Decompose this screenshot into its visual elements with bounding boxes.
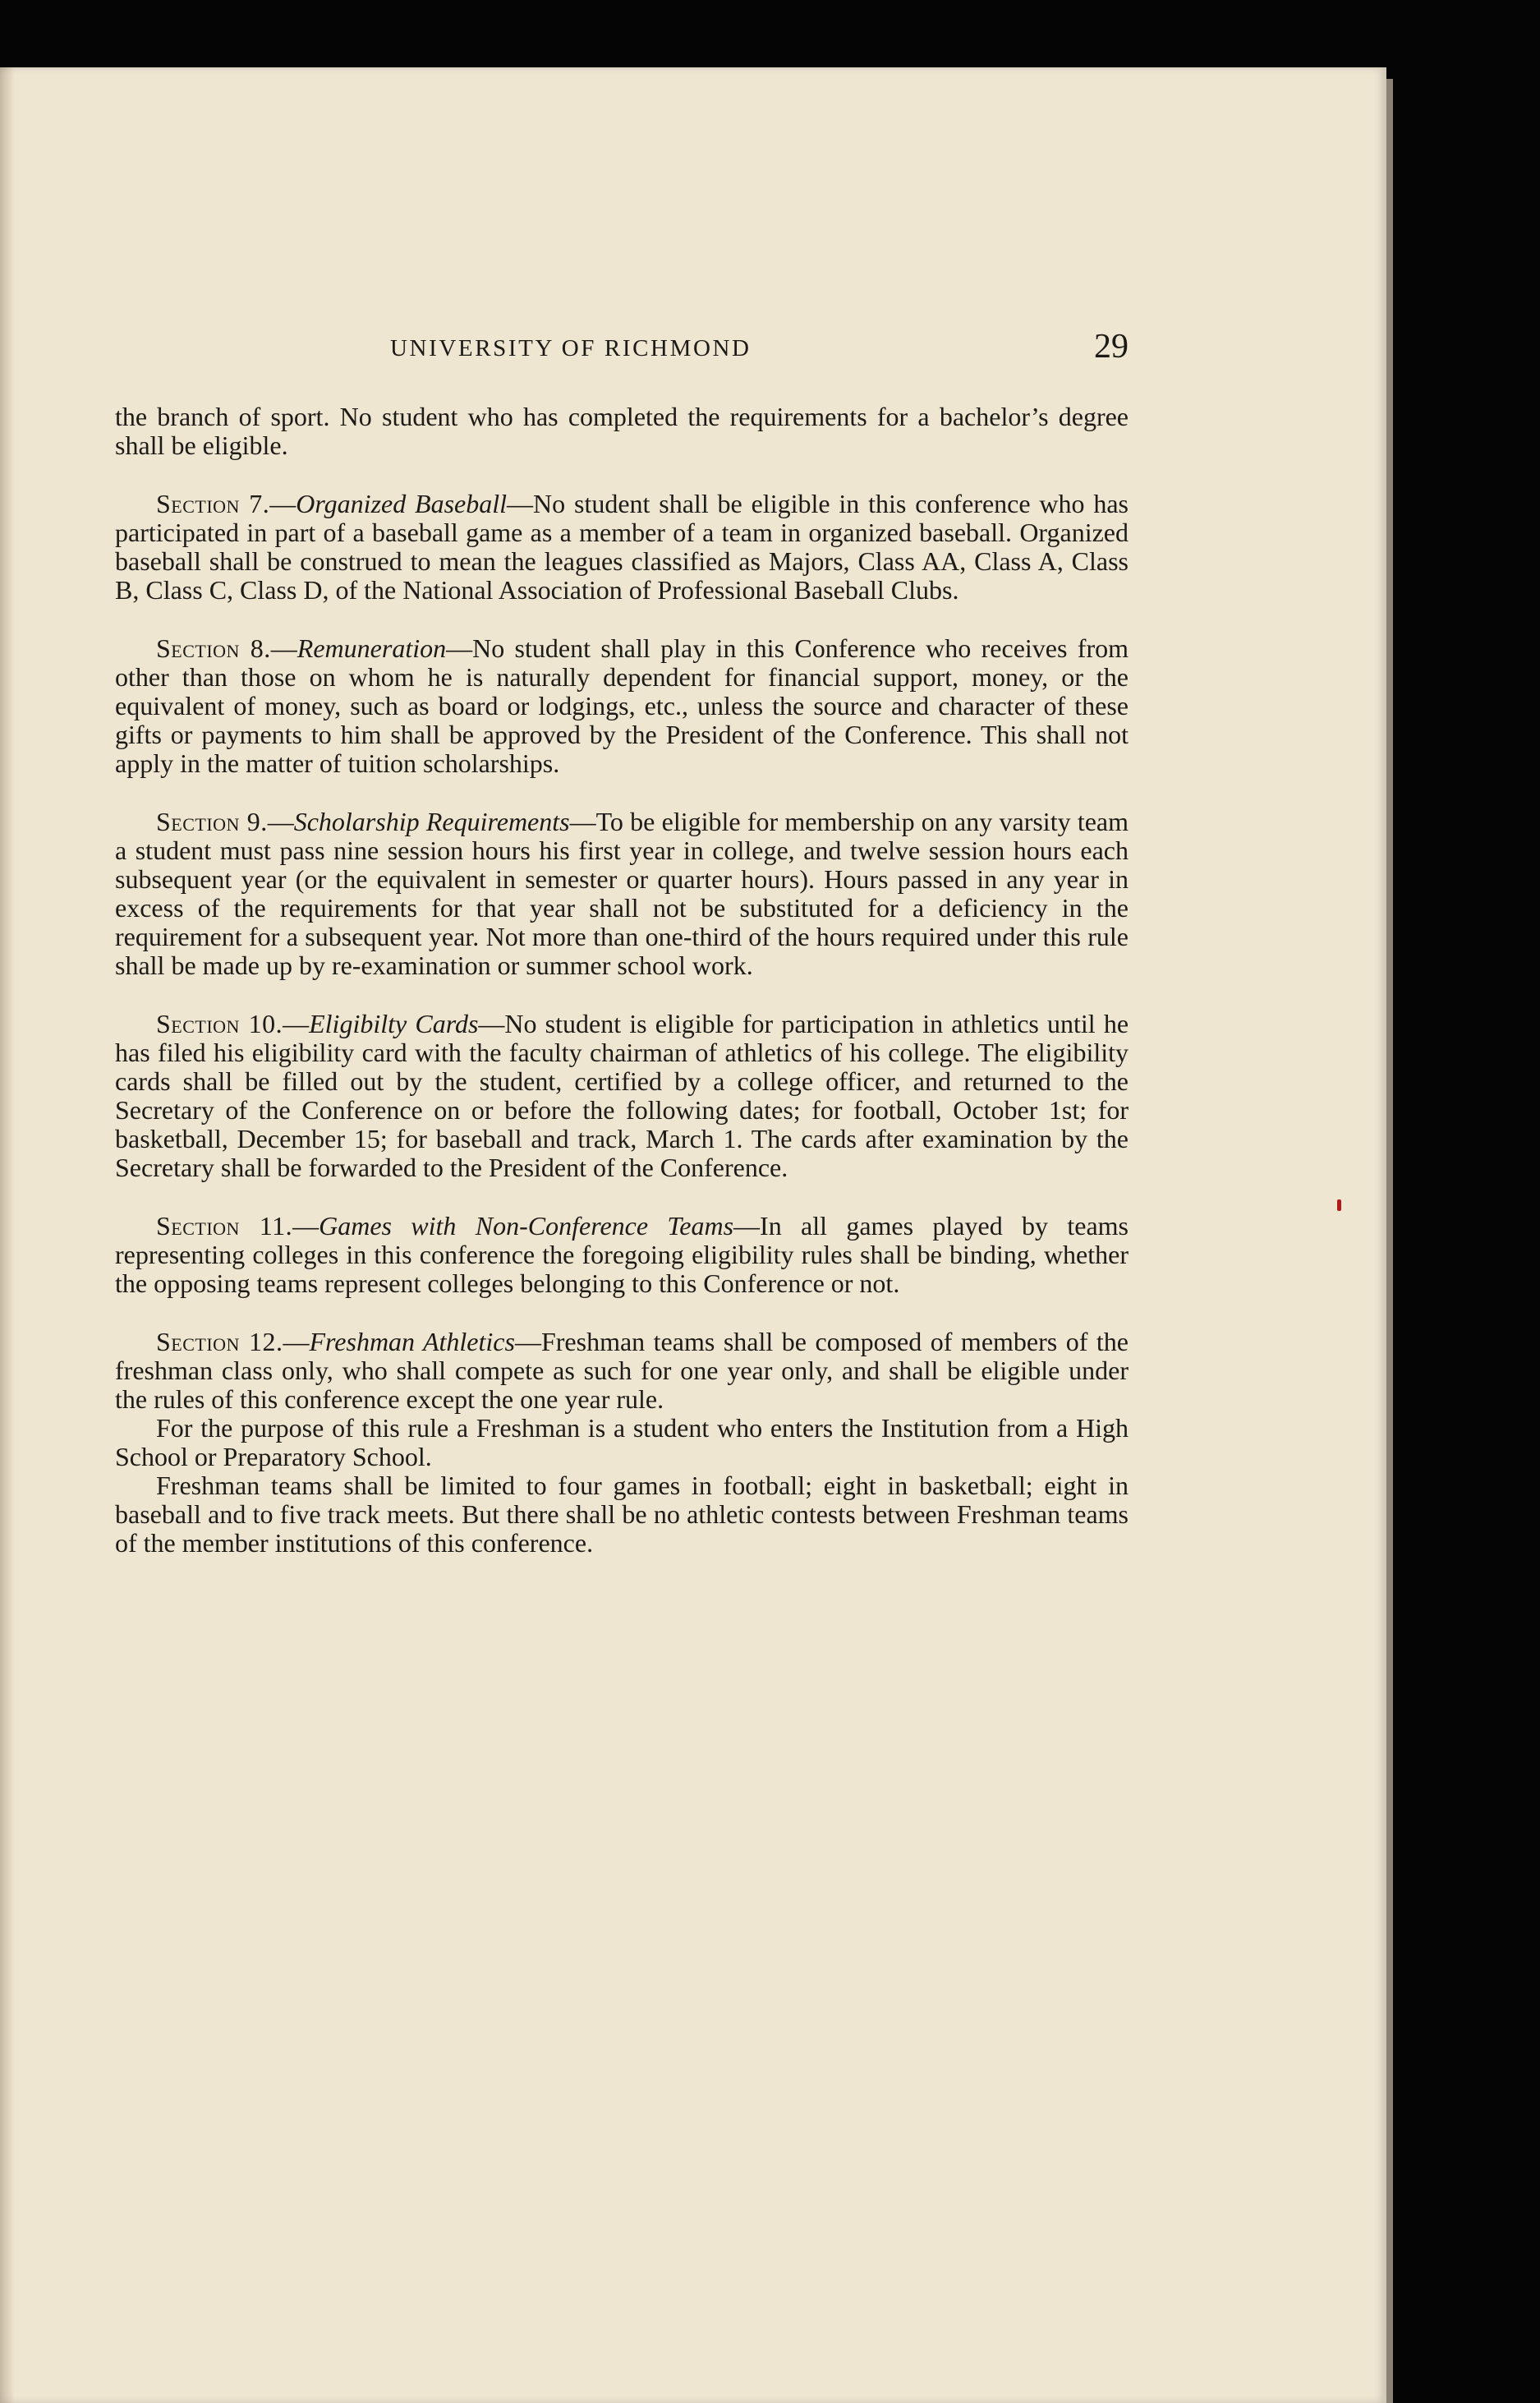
section-text: In all games played by teams representing colleges in this conference the foregoing eligibility rules shall be binding, whether the opposing teams represent colleges belonging to this Conference or not. xyxy=(115,1211,1129,1298)
section-label: Section 12. xyxy=(156,1327,283,1356)
section-text: To be eligible for membership on any varsity team a student must pass nine session hours his first year in college, and twelve session hours each subsequent year (or the equivalent in semester or quarter hours). Hours passed in any year in excess of the requirements for that year shall not be substituted for a deficiency in the requirement for a subsequent year. Not more than one-third of the hours required under this rule shall be made up by re-examination or summer school work. xyxy=(115,807,1129,980)
section-text: No student shall play in this Conference who receives from other than those on whom he is naturally dependent for financial support, money, or the equivalent of money, such as board or lodgings, etc., unless the source and character of these gifts or payments to him shall be approved by the President of the Conference. This shall not apply in the matter of tuition scholarships. xyxy=(115,633,1129,778)
section-heading: Organized Baseball xyxy=(296,489,508,518)
paragraph-freshman-limits xyxy=(115,1471,1129,1558)
running-title: UNIVERSITY OF RICHMOND xyxy=(390,335,752,361)
section-label: Section 7. xyxy=(156,489,270,518)
section-heading: Remuneration xyxy=(297,633,447,663)
section-heading: Freshman Athletics xyxy=(309,1327,515,1356)
section-text: No student is eligible for participation in athletics until he has filed his eligibility card with the faculty chairman of athletics of his college. The eligibility cards shall be filled out by the student, certified by a college officer, and returned to the Secretary of the Conference on or before the following dates; for football, October 1st; for basketball, December 15; for baseball and track, March 1. The cards after examination by the Secretary shall be forwarded to the President of the Conference. xyxy=(115,1009,1129,1182)
page-number: 29 xyxy=(1094,328,1129,366)
section-10: Section 10.—Eligibilty Cards—No student is eligible for participation in athletics until he has filed his eligibility card with the faculty chairman of athletics of his college. The eligibility cards shall be filled out by the student, certified by a college officer, and returned to the Secretary of the Conference on or before the following dates; for football, October 1st; for basketball, December 15; for baseball and track, March 1. The cards after examination by the Secretary shall be forwarded to the President of the Conference. xyxy=(115,1009,1129,1182)
section-heading: Scholarship Requirements xyxy=(293,807,570,836)
section-heading: Games with Non-Conference Teams xyxy=(319,1211,734,1241)
section-text: Freshman teams shall be composed of members of the freshman class only, who shall compete as such for one year only, and shall be eligible under the rules of this conference except the one year rule. xyxy=(115,1327,1129,1414)
section-12: Section 12.—Freshman Athletics—Freshman teams shall be composed of members of the freshman class only, who shall compete as such for one year only, and shall be eligible under the rules of this conference except the one year rule. xyxy=(115,1327,1129,1414)
section-9: Section 9.—Scholarship Requirements—To be eligible for membership on any varsity team a student must pass nine session hours his first year in college, and twelve session hours each subsequent year (or the equivalent in semester or quarter hours). Hours passed in any year in excess of the requirements for that year shall not be substituted for a deficiency in the requirement for a subsequent year. Not more than one-third of the hours required under this rule shall be made up by re-examination or summer school work. xyxy=(115,807,1129,980)
section-7: Section 7.—Organized Baseball—No student shall be eligible in this conference who has participated in part of a baseball game as a member of a team in organized baseball. Organized baseball shall be construed to mean the leagues classified as Majors, Class AA, Class A, Class B, Class C, Class D, of the National Association of Professional Baseball Clubs. xyxy=(115,489,1129,605)
page-header xyxy=(115,319,1129,376)
paragraph-text: For the purpose of this rule a Freshman is a student who enters the Institution from a High School or Preparatory School. xyxy=(115,1413,1129,1471)
section-heading: Eligibilty Cards xyxy=(309,1009,479,1038)
paragraph-freshman-definition xyxy=(115,1414,1129,1471)
paragraph-continuation xyxy=(115,403,1129,460)
paragraph-text: the branch of sport. No student who has completed the requirements for a bachelor’s degree shall be eligible. xyxy=(115,402,1129,460)
section-label: Section 11. xyxy=(156,1211,293,1241)
binding-shadow xyxy=(0,67,15,2403)
page-edge xyxy=(1386,79,1393,2403)
body-text xyxy=(115,403,1129,1558)
section-label: Section 8. xyxy=(156,633,271,663)
section-text: No student shall be eligible in this conference who has participated in part of a baseball game as a member of a team in organized baseball. Organized baseball shall be construed to mean the leagues classified as Majors, Class AA, Class A, Class B, Class C, Class D, of the National Association of Professional Baseball Clubs. xyxy=(115,489,1129,605)
paragraph-text: Freshman teams shall be limited to four games in football; eight in basketball; eight in baseball and to five track meets. But there shall be no athletic contests between Freshman teams of the member institutions of this conference. xyxy=(115,1471,1129,1558)
red-speck-mark xyxy=(1337,1199,1341,1211)
section-label: Section 10. xyxy=(156,1009,283,1038)
section-label: Section 9. xyxy=(156,807,268,836)
section-11: Section 11.—Games with Non-Conference Teams—In all games played by teams representing colleges in this conference the foregoing eligibility rules shall be binding, whether the opposing teams represent colleges belonging to this Conference or not. xyxy=(115,1211,1129,1298)
section-8: Section 8.—Remuneration—No student shall play in this Conference who receives from other than those on whom he is naturally dependent for financial support, money, or the equivalent of money, such as board or lodgings, etc., unless the source and character of these gifts or payments to him shall be approved by the President of the Conference. This shall not apply in the matter of tuition scholarships. xyxy=(115,633,1129,778)
